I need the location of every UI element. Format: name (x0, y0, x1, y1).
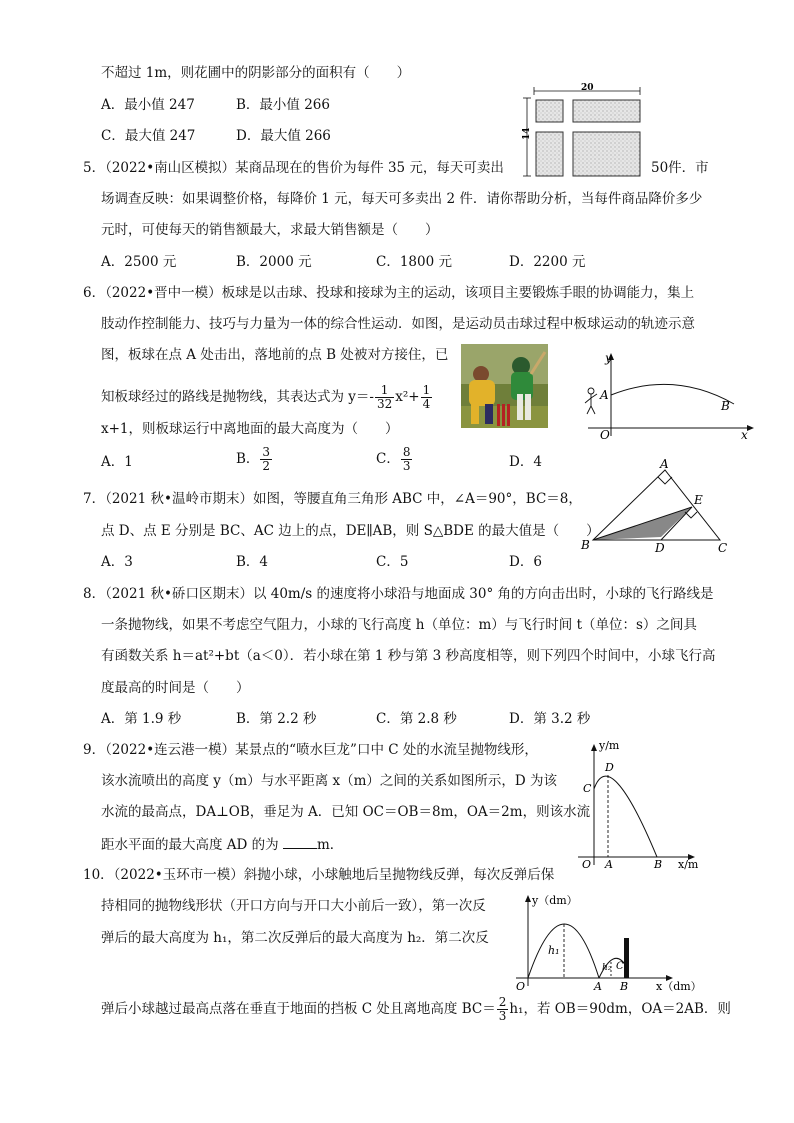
q6-stem-line4 (101, 384, 433, 411)
q8-stem-line3: 有函数关系 h＝at²+bt（a＜0）．若小球在第 1 秒与第 3 秒高度相等，则下列四个时间中，小球飞行高 (101, 648, 716, 664)
q7-stem-line2: 点 D、点 E 分别是 BC、AC 边上的点，DE∥AB，则 S△BDE 的最大值是（ ） (101, 523, 600, 539)
q9-fountain-figure (570, 737, 710, 869)
q6-trajectory-figure (578, 348, 758, 440)
q7-label-d: D (655, 541, 665, 555)
q7-option-a[interactable]: A．3 (101, 554, 133, 570)
q9-label-c: C (583, 782, 592, 795)
q7-stem-line1: 7．（2021 秋•温岭市期末）如图，等腰直角三角形 ABC 中，∠A＝90°，BC＝8， (83, 491, 582, 507)
q6-option-d[interactable]: D．4 (509, 454, 542, 470)
q4-bed-bottom-left (536, 132, 563, 176)
q10-first-bounce (528, 924, 599, 978)
q4-bed-bottom-right (573, 132, 640, 176)
q9-label-b: B (654, 858, 663, 871)
q10-label-y: y（dm） (532, 894, 578, 907)
q6-label-o: O (600, 428, 610, 442)
q6-batter-stick-figure (585, 388, 597, 414)
q5-option-a[interactable]: A．2500 元 (101, 254, 177, 270)
q6-label-y: y (605, 351, 612, 365)
q10-label-b: B (620, 980, 629, 993)
q7-label-b: B (581, 538, 590, 552)
q9-stem-line3: 水流的最高点，DA⊥OB，垂足为 A．已知 OC＝OB＝8m，OA＝2m，则该水流 (101, 804, 591, 820)
q4-bed-top-left (536, 100, 563, 122)
q4-option-a[interactable]: A．最小值 247 (101, 97, 195, 113)
q9-label-d: D (605, 761, 614, 774)
q9-answer-blank[interactable] (283, 835, 317, 849)
q6-label-x: x (741, 428, 748, 442)
q7-option-c[interactable]: C．5 (376, 554, 409, 570)
q6-formula-mid: x²+ (395, 389, 420, 405)
q9-label-a: A (605, 858, 613, 871)
q5-stem-line1-end: 50件．市 (651, 160, 709, 176)
q9-label-o: O (582, 858, 592, 871)
q5-option-d[interactable]: D．2200 元 (509, 254, 586, 270)
q8-option-c[interactable]: C．第 2.8 秒 (376, 711, 457, 727)
q5-stem-line2: 场调查反映：如果调整价格，每降价 1 元，每天可多卖出 2 件．请你帮助分析，当每件商品降价多少 (101, 191, 703, 207)
q10-label-a: A (594, 980, 602, 993)
q9-label-x: x/m (678, 858, 699, 871)
q7-option-b[interactable]: B．4 (236, 554, 269, 570)
q6-label-b: B (721, 399, 730, 413)
q6-parabola (611, 384, 734, 404)
q10-baffle-c (624, 938, 629, 978)
q10-stem-line4: 弹后小球越过最高点落在垂直于地面的挡板 C 处且离地高度 BC＝ $\frac{2}{3}$ h₁，若 OB＝90dm，OA＝2AB．则 (101, 995, 731, 1023)
q10-frac: $\frac{2}{3}$ (498, 995, 507, 1023)
q4-garden-figure (518, 82, 648, 182)
q7-option-d[interactable]: D．6 (509, 554, 542, 570)
q9-stem-line4: 距水平面的最大高度 AD 的为 m． (101, 837, 344, 853)
q10-label-h2: h₂ (602, 963, 612, 973)
q7-triangle-figure (578, 458, 738, 558)
q5-stem-line1: 5．（2022•南山区模拟）某商品现在的售价为每件 35 元，每天可卖出 (83, 160, 504, 176)
q8-option-a[interactable]: A．第 1.9 秒 (101, 711, 182, 727)
q4-option-c[interactable]: C．最大值 247 (101, 128, 196, 144)
q10-label-o: O (516, 980, 526, 993)
q7-label-c: C (718, 541, 728, 555)
q6-stem-line3: 图，板球在点 A 处击出，落地前的点 B 处被对方接住，已 (101, 347, 449, 363)
q8-stem-line4: 度最高的时间是（ ） (101, 680, 250, 696)
q4-dim-label-top: 20 (581, 83, 594, 93)
q8-stem-line2: 一条抛物线，如果不考虑空气阻力，小球的飞行高度 h（单位：m）与飞行时间 t（单位：s）之间具 (101, 617, 697, 633)
q7-label-e: E (694, 493, 703, 507)
q4-bed-top-right (573, 100, 640, 122)
q8-stem-line1: 8．（2021 秋•硚口区期末）以 40m/s 的速度将小球沿与地面成 30° 角的方向击出时，小球的飞行路线是 (83, 586, 714, 602)
q5-option-c[interactable]: C．1800 元 (376, 254, 452, 270)
q8-option-b[interactable]: B．第 2.2 秒 (236, 711, 317, 727)
q6-stem-line2: 肢动作控制能力、技巧与力量为一体的综合性运动．如图，是运动员击球过程中板球运动的轨迹示意 (101, 316, 695, 332)
q9-label-y: y/m (599, 739, 620, 752)
q6-formula-prefix: 知板球经过的路线是抛物线，其表达式为 y＝- (101, 389, 374, 405)
q5-option-b[interactable]: B．2000 元 (236, 254, 312, 270)
q10-stem-line2: 持相同的抛物线形状（开口方向与开口大小前后一致），第一次反 (101, 898, 486, 914)
q9-stem-line1: 9．（2022•连云港一模）某景点的“喷水巨龙”口中 C 处的水流呈抛物线形， (83, 742, 538, 758)
q4-stem-line1: 不超过 1m，则花圃中的阴影部分的面积有（ ） (101, 65, 411, 81)
q9-stem-line2: 该水流喷出的高度 y（m）与水平距离 x（m）之间的关系如图所示，D 为该 (101, 773, 558, 789)
q6-formula-frac1: $\frac{1}{32}$ (376, 383, 393, 411)
q6-option-b[interactable]: B． $\frac{3}{2}$ (236, 445, 271, 473)
q6-label-a: A (600, 388, 609, 402)
q10-label-x: x（dm） (656, 980, 702, 993)
q10-bounce-figure (510, 890, 720, 994)
q6-stem-line1: 6．（2022•晋中一模）板球是以击球、投球和接球为主的运动，该项目主要锻炼手眼的协调能力，集上 (83, 285, 695, 301)
q5-stem-line3: 元时，可使每天的销售额最大，求最大销售额是（ ） (101, 222, 439, 238)
q6-formula-frac2: $\frac{1}{4}$ (422, 383, 431, 411)
q6-option-c[interactable]: C． $\frac{8}{3}$ (376, 445, 411, 473)
q6-stem-line5: x+1，则板球运行中离地面的最大高度为（ ） (101, 421, 399, 437)
q10-stem-line1: 10．（2022•玉环市一模）斜抛小球，小球触地后呈抛物线反弹，每次反弹后保 (83, 867, 555, 883)
q7-label-a: A (660, 457, 669, 471)
q9-parabola (594, 776, 657, 857)
q10-label-h1: h₁ (548, 944, 560, 957)
q8-option-d[interactable]: D．第 3.2 秒 (509, 711, 591, 727)
q4-option-d[interactable]: D．最大值 266 (236, 128, 331, 144)
q7-right-angle-a (658, 477, 672, 484)
q10-label-c: C (616, 961, 624, 972)
q4-option-b[interactable]: B．最小值 266 (236, 97, 330, 113)
q4-dim-label-side: 14 (522, 127, 532, 140)
q6-cricket-photo (461, 344, 548, 428)
q10-stem-line3: 弹后的最大高度为 h₁，第二次反弹后的最大高度为 h₂．第二次反 (101, 930, 489, 946)
q6-option-a[interactable]: A．1 (101, 454, 133, 470)
